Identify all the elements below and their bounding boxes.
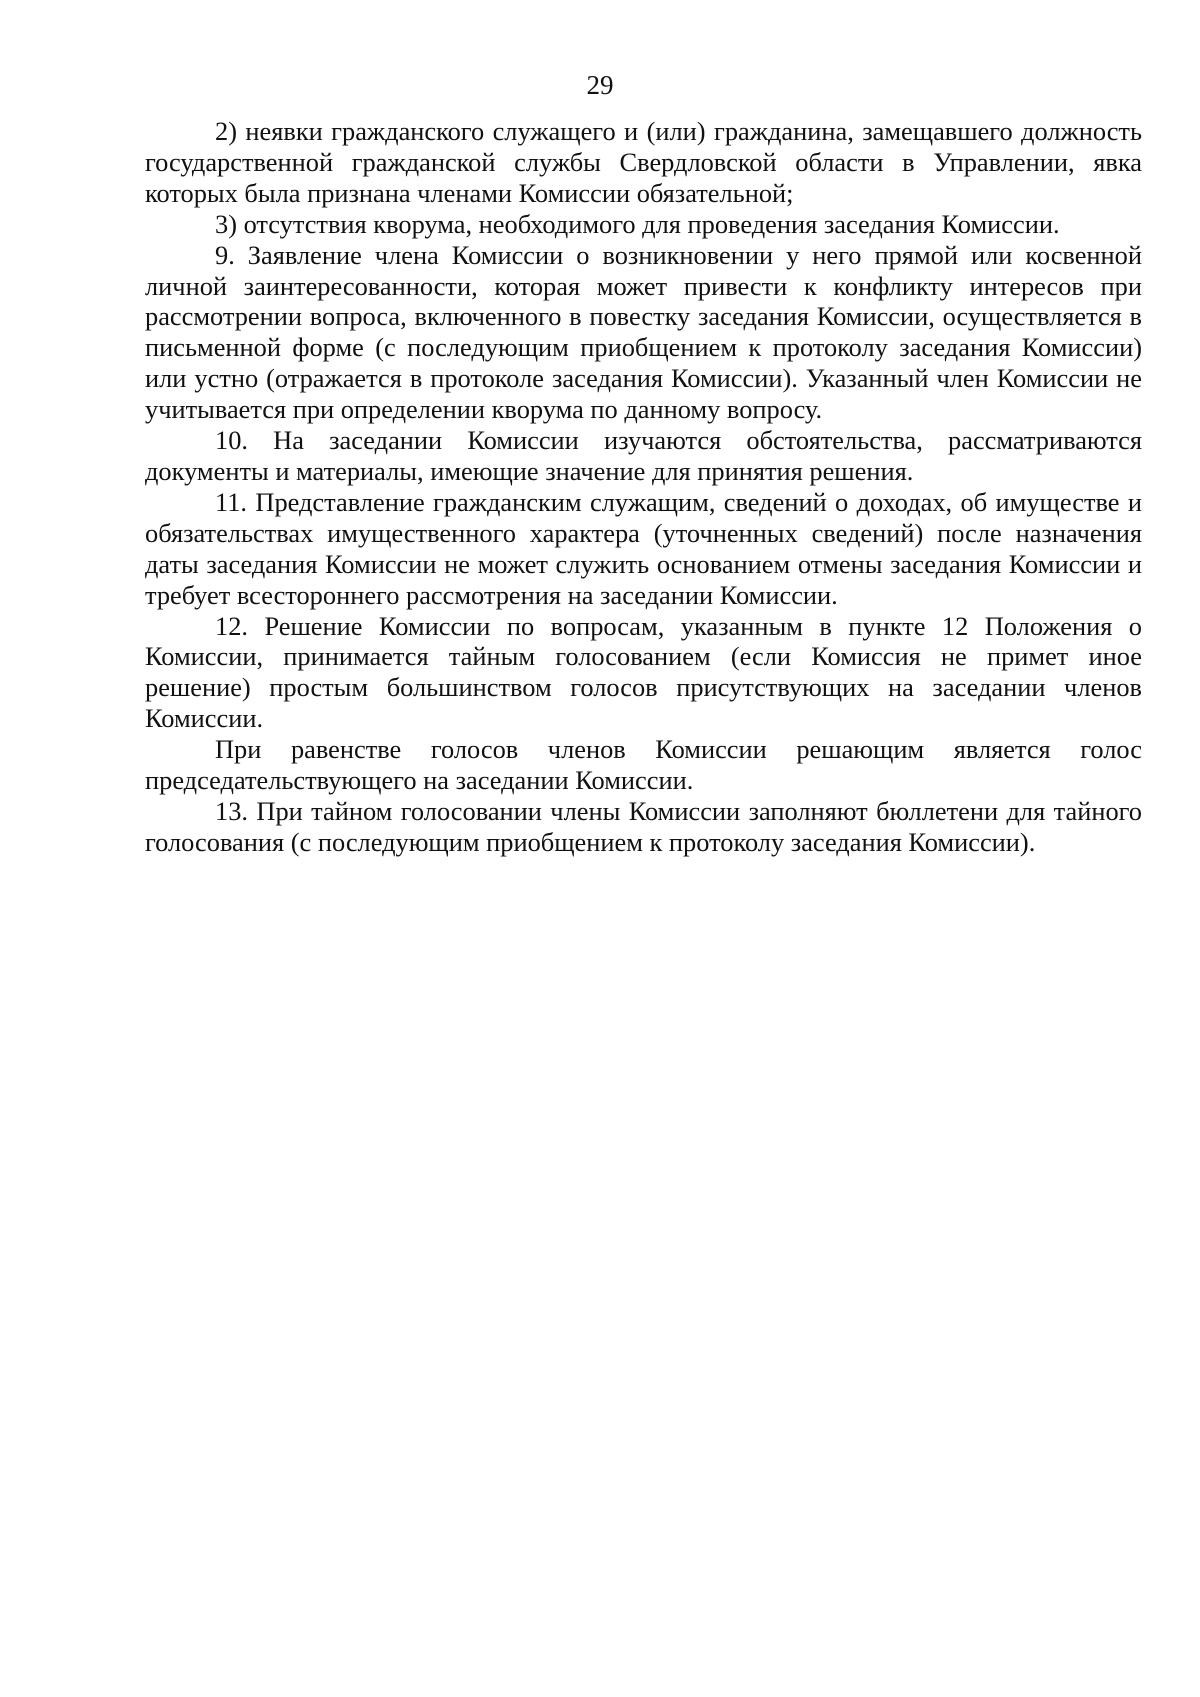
page-number: 29 <box>586 70 614 100</box>
paragraph-10-circumstances: 10. На заседании Комиссии изучаются обстоятельства, рассматриваются документы и материалы, имеющие значение для принятия решения. <box>145 425 1142 486</box>
paragraph-13-secret-ballot: 13. При тайном голосовании члены Комиссии заполняют бюллетени для тайного голосования (с последующим приобщением к протоколу заседания Комиссии). <box>145 795 1142 857</box>
paragraph-9-conflict-statement: 9. Заявление члена Комиссии о возникновении у него прямой или косвенной личной заинтересованности, которая может привести к конфликту интересов при рассмотрении вопроса, включенного в повестку заседания Комиссии, осуществляется в письменной форме (с последующим приобщением к протоколу заседания Комиссии) или устно (отражается в протоколе заседания Комиссии). Указанный член Комиссии не учитывается при определении кворума по данному вопросу. <box>145 239 1142 425</box>
paragraph-item-3-no-quorum: 3) отсутствия кворума, необходимого для проведения заседания Комиссии. <box>215 208 1060 239</box>
paragraph-11-income-info: 11. Представление гражданским служащим, сведений о доходах, об имуществе и обязательствах имущественного характера (уточненных сведений) после назначения даты заседания Комиссии не может служить основанием отмены заседания Комиссии и требует всестороннего рассмотрения на заседании Комиссии. <box>145 486 1142 610</box>
paragraph-tie-vote: При равенстве голосов членов Комиссии решающим является голос председательствующего на заседании Комиссии. <box>145 734 1142 796</box>
paragraph-item-2-no-show: 2) неявки гражданского служащего и (или) гражданина, замещавшего должность государственной гражданской службы Свердловской области в Управлении, явка которых была признана членами Комиссии обязательной; <box>145 116 1142 208</box>
paragraph-12-decision: 12. Решение Комиссии по вопросам, указанным в пункте 12 Положения о Комиссии, принимается тайным голосованием (если Комиссия не примет иное решение) простым большинством голосов присутствующих на заседании членов Комиссии. <box>145 610 1142 734</box>
document-body <box>145 116 1142 858</box>
